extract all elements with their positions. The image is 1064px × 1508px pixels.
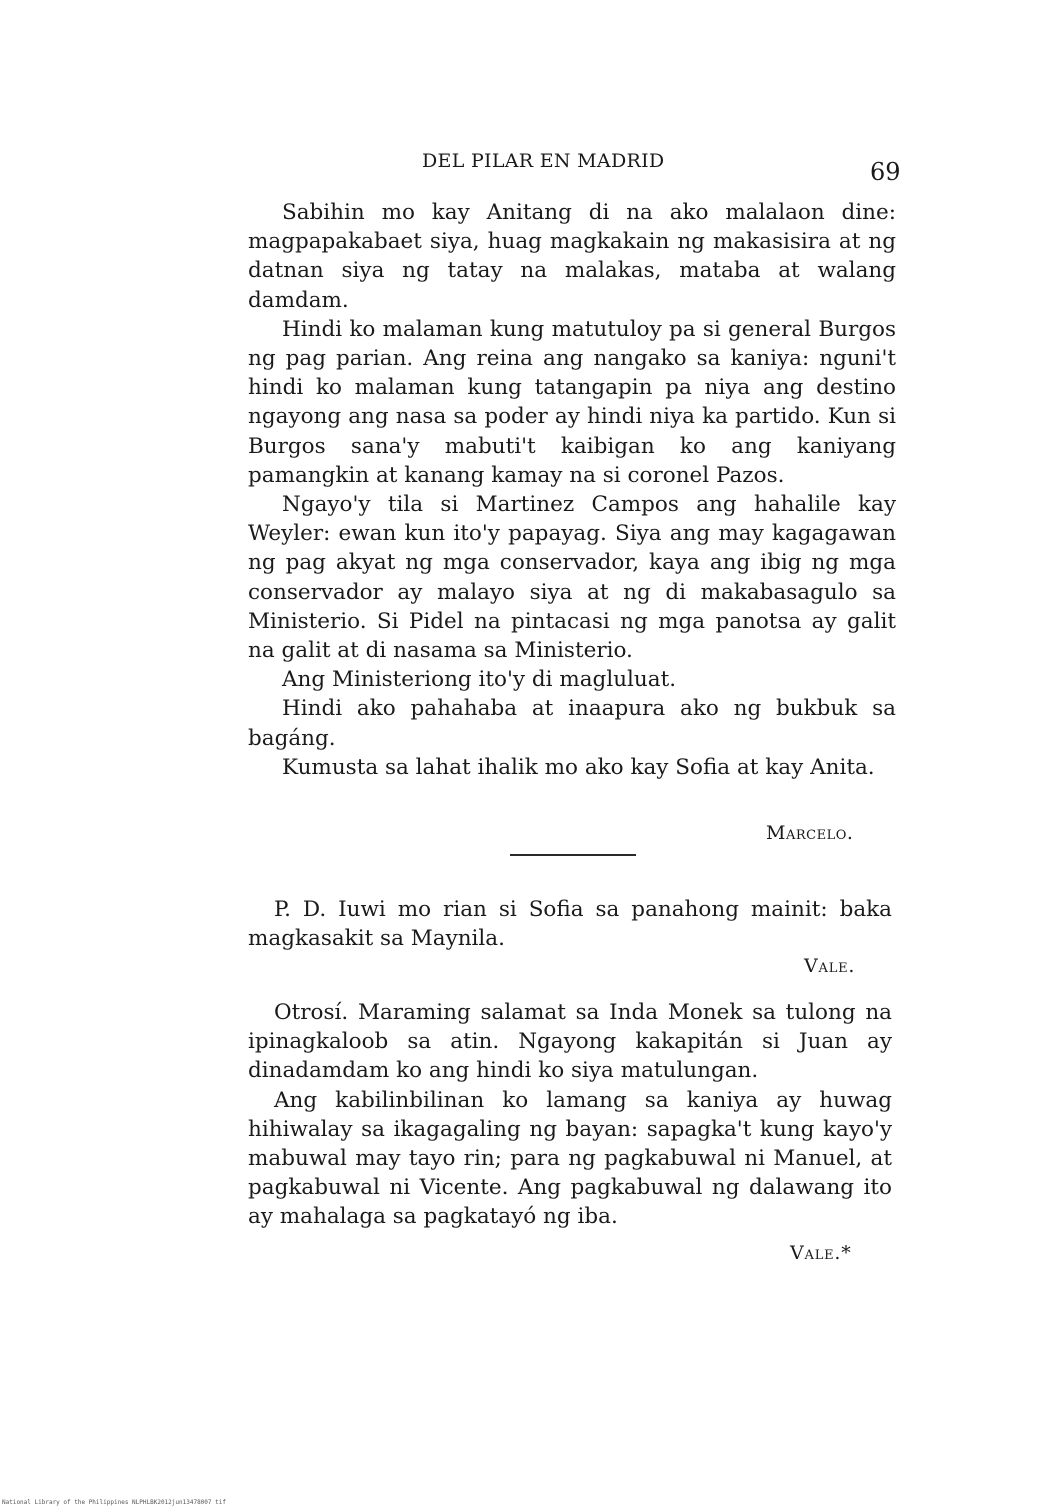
page-number: 69 bbox=[870, 158, 901, 186]
paragraph: Ngayo'y tila si Martinez Campos ang hahalile kay Weyler: ewan kun ito'y papayag. Siya ang may kagagawan ng pag akyat ng mga conservador, kaya ang ibig ng mga conservador ay malayo siya at ng di makabasagulo sa Ministerio. Si Pidel na pintacasi ng mga panotsa ay galit na galit at di nasama sa Ministerio. bbox=[248, 492, 896, 664]
section-divider bbox=[510, 854, 636, 856]
scan-footer: National Library of the Philippines NLPHLBK2012jun13478007 tif bbox=[2, 1499, 226, 1506]
letter-body bbox=[248, 198, 896, 782]
signature-marcelo: Marcelo. bbox=[766, 822, 854, 844]
running-header: DEL PILAR EN MADRID bbox=[422, 150, 665, 172]
postscript-text: P. D. Iuwi mo rian si Sofia sa panahong mainit: baka magkasakit sa Maynila. bbox=[248, 897, 892, 952]
signature-vale-footnote: Vale.* bbox=[790, 1242, 852, 1264]
paragraph: Hindi ko malaman kung matutuloy pa si general Burgos ng pag parian. Ang reina ang nangako sa kaniya: nguni't hindi ko malaman kung tatangapin pa niya ang destino ngayong ang nasa sa poder ay hindi niya ka partido. Kun si Burgos sana'y mabuti't kaibigan ko ang kaniyang pamangkin at kanang kamay na si coronel Pazos. bbox=[248, 316, 896, 488]
paragraph: Sabihin mo kay Anitang di na ako malalaon dine: magpapakabaet siya, huag magkakain ng makasisira at ng datnan siya ng tatay na malakas, mataba at walang damdam. bbox=[248, 200, 896, 313]
paragraph: Kumusta sa lahat ihalik mo ako kay Sofia at kay Anita. bbox=[282, 754, 875, 780]
paragraph: Ang Ministeriong ito'y di magluluat. bbox=[282, 667, 677, 693]
paragraph: Otrosí. Maraming salamat sa Inda Monek sa tulong na ipinagkaloob sa atin. Ngayong kakapitán si Juan ay dinadamdam ko ang hindi ko siya matulungan. bbox=[248, 1000, 892, 1084]
otrosi-section bbox=[248, 998, 892, 1232]
paragraph: Ang kabilinbilinan ko lamang sa kaniya ay huwag hihiwalay sa ikagagaling ng bayan: sapagka't kung kayo'y mabuwal may tayo rin; para ng pagkabuwal ni Manuel, at pagkabuwal ni Vicente. Ang pagkabuwal ng dalawang ito ay mahalaga sa pagkatayó ng iba. bbox=[248, 1087, 892, 1230]
signature-vale: Vale. bbox=[804, 955, 856, 977]
postscript bbox=[248, 895, 892, 953]
paragraph: Hindi ako pahahaba at inaapura ako ng bukbuk sa bagáng. bbox=[248, 696, 896, 751]
